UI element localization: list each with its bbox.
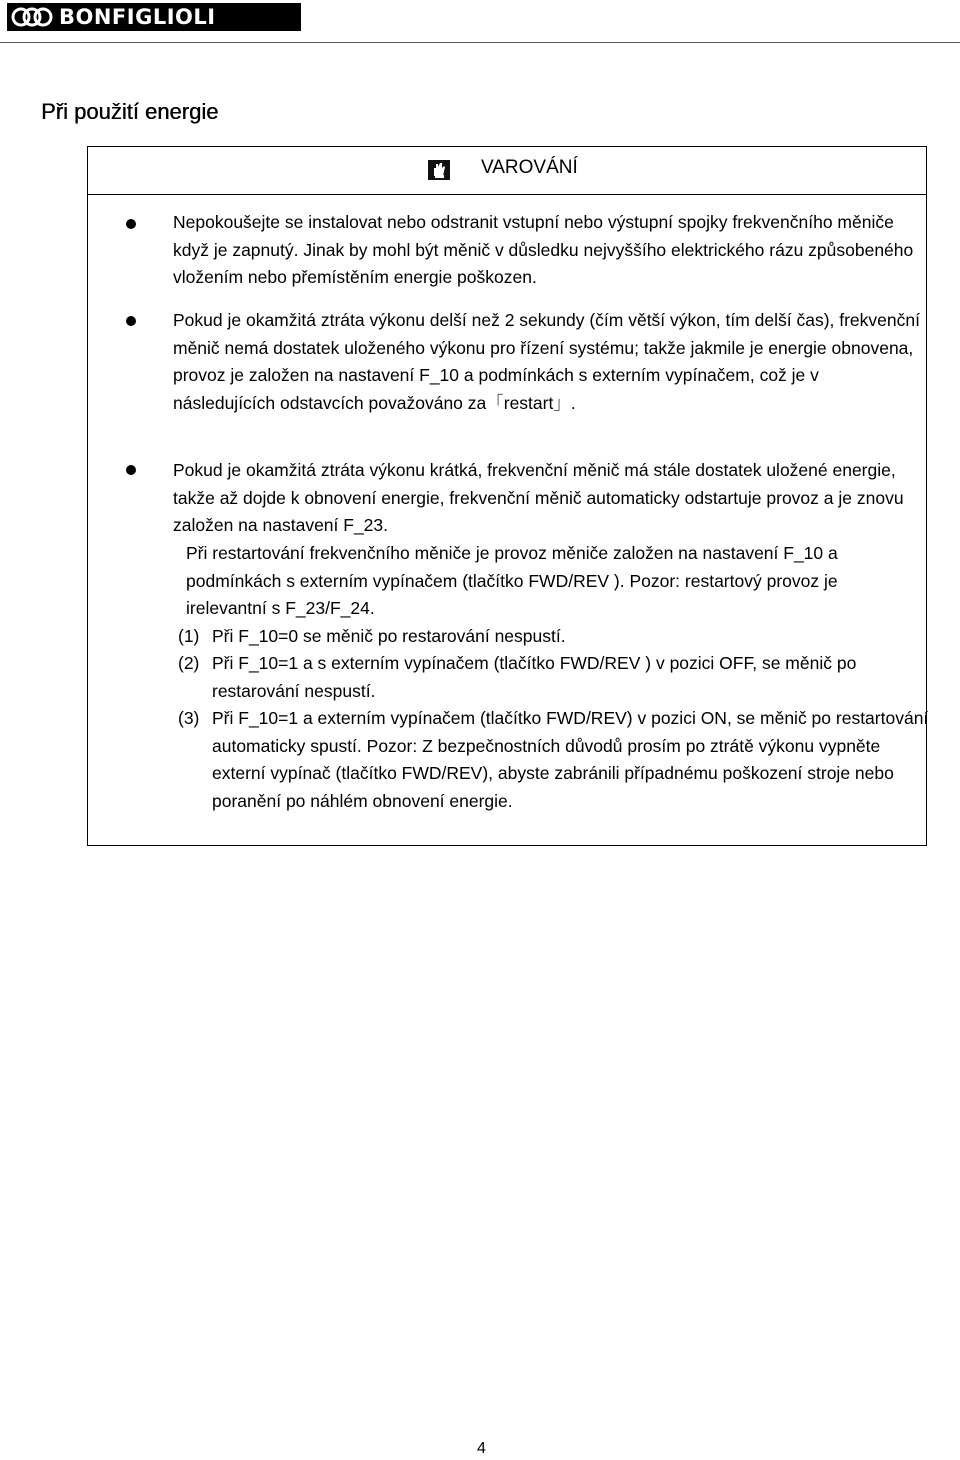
brand-name: BONFIGLIOLI bbox=[59, 5, 216, 29]
list-item-text: Při F_10=1 a s externím vypínačem (tlačítko FWD/REV ) v pozici OFF, se měnič po restarování nespustí. bbox=[212, 653, 857, 701]
warning-paragraph-3: Pokud je okamžitá ztráta výkonu krátká, frekvenční měnič má stále dostatek uložené energie, takže až dojde k obnovení energie, frekvenční měnič automaticky odstartuje provoz a je znovu založen na nastavení F_23. bbox=[173, 460, 904, 535]
list-item-number: (1) bbox=[178, 626, 200, 646]
page-header bbox=[0, 0, 960, 44]
warning-header bbox=[88, 147, 926, 195]
page-number: 4 bbox=[477, 1440, 486, 1457]
header-divider bbox=[0, 42, 960, 43]
warning-box bbox=[87, 146, 927, 846]
brand-logo bbox=[7, 3, 301, 31]
warning-paragraph-3-note: Při restartování frekvenčního měniče je provoz měniče založen na nastavení F_10 a podmínkách s externím vypínačem (tlačítko FWD/REV ). Pozor: restartový provoz je irelevantní s F_23/F_24. bbox=[186, 543, 838, 618]
bullet-icon bbox=[126, 219, 136, 229]
list-item-text: Při F_10=0 se měnič po restarování nespustí. bbox=[212, 626, 566, 646]
list-item-number: (3) bbox=[178, 708, 200, 728]
list-item-text: Při F_10=1 a externím vypínačem (tlačítko FWD/REV) v pozici ON, se měnič po restartování automaticky spustí. Pozor: Z bezpečnostních důvodů prosím po ztrátě výkonu vypněte externí vypínač (tlačítko FWD/REV), abyste zabránili případnému poškození stroje nebo poranění po náhlém obnovení energie. bbox=[212, 708, 929, 811]
warning-paragraph-1: Nepokoušejte se instalovat nebo odstranit vstupní nebo výstupní spojky frekvenčního měniče když je zapnutý. Jinak by mohl být měnič v důsledku nejvyššího elektrického rázu způsobeného vložením nebo přemístěním energie poškozen. bbox=[173, 212, 914, 287]
bullet-icon bbox=[126, 316, 136, 326]
warning-label: VAROVÁNÍ bbox=[481, 157, 578, 178]
bullet-icon bbox=[126, 465, 136, 475]
warning-hand-icon bbox=[428, 160, 450, 180]
section-title: Při použití energie bbox=[41, 99, 219, 124]
list-item-number: (2) bbox=[178, 653, 200, 673]
brand-mark-icon bbox=[7, 3, 57, 31]
warning-paragraph-2: Pokud je okamžitá ztráta výkonu delší než 2 sekundy (čím větší výkon, tím delší čas), frekvenční měnič nemá dostatek uloženého výkonu pro řízení systému; takže jakmile je energie obnovena, provoz je založen na nastavení F_10 a podmínkách s externím vypínačem, což je v následujících odstavcích považováno za「restart」. bbox=[173, 310, 920, 413]
